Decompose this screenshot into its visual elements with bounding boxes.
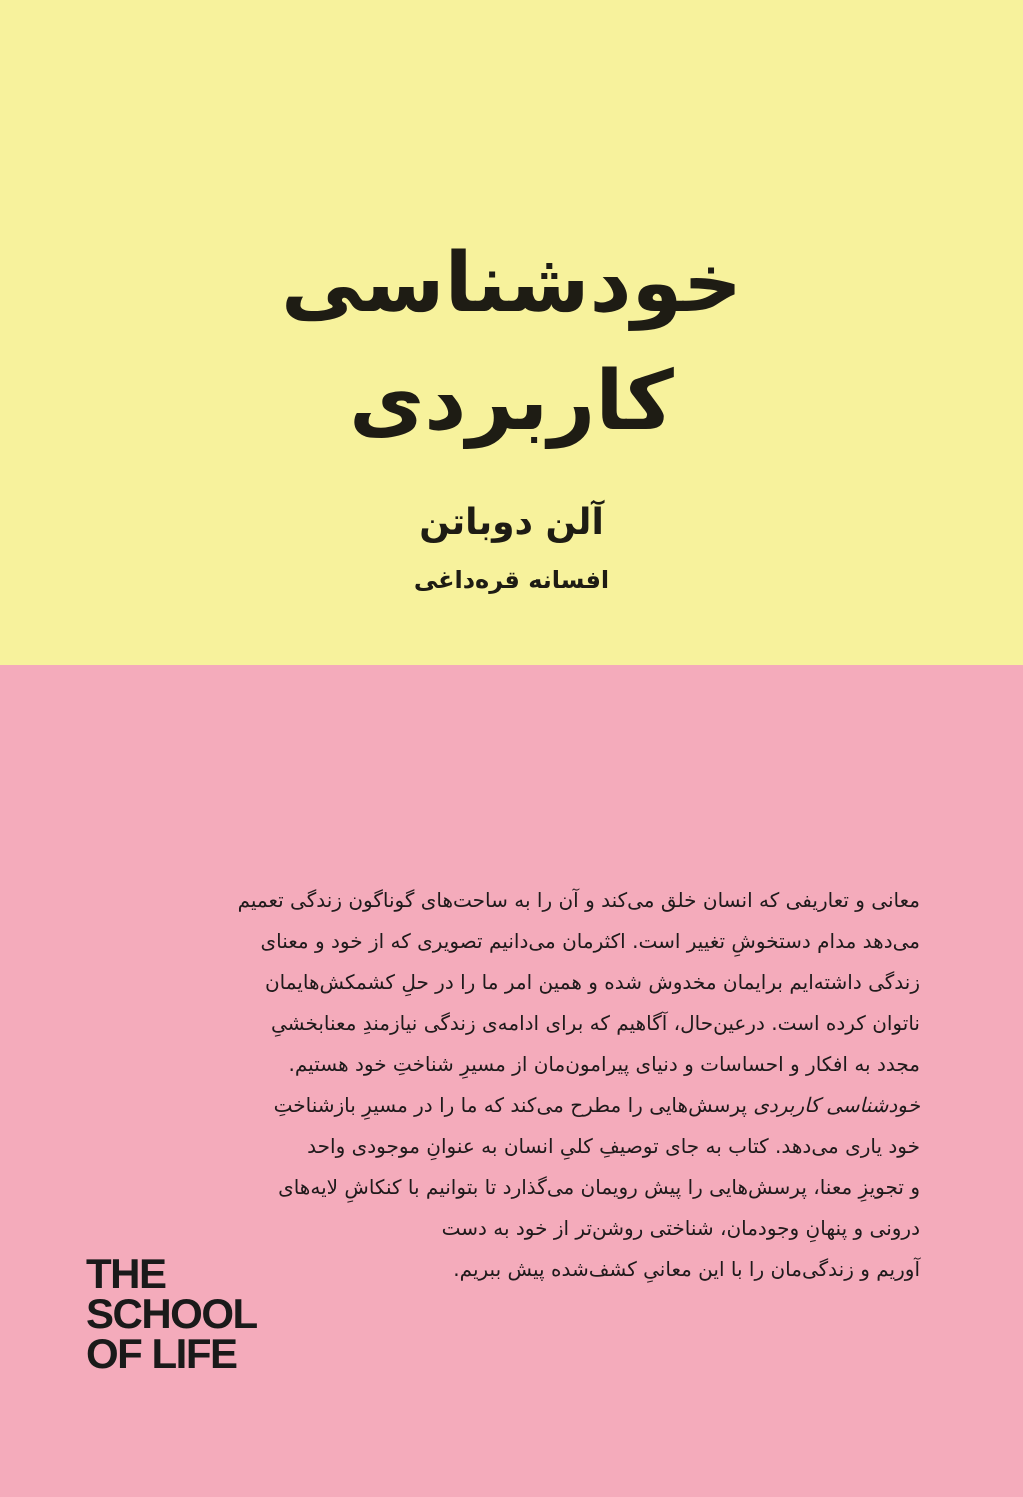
book-title-line-2: کاربردی xyxy=(349,354,674,449)
translator-name: افسانه قره‌داغی xyxy=(413,566,610,594)
blurb-line: درونی و پنهانِ وجودمان، شناختی روشن‌تر از خود به دست xyxy=(441,1216,920,1240)
blurb-line: و تجویزِ معنا، پرسش‌هایی را پیش رویمان می‌گذارد تا بتوانیم با کنکاشِ لایه‌های xyxy=(278,1175,920,1199)
blurb-line: آوریم و زندگی‌مان را با این معانیِ کشف‌شده پیش ببریم. xyxy=(453,1257,920,1281)
blurb-line-text: پرسش‌هایی را مطرح می‌کند که ما را در مسیرِ بازشناختِ xyxy=(273,1093,754,1117)
logo-line-1: THE xyxy=(86,1250,166,1297)
blurb-line: معانی و تعاریفی که انسان خلق می‌کند و آن را به ساحت‌های گوناگون زندگی تعمیم xyxy=(237,888,920,912)
blurb-line: می‌دهد مدام دستخوشِ تغییر است. اکثرمان می‌دانیم تصویری که از خود و معنای xyxy=(260,929,920,953)
blurb-line xyxy=(40,1085,920,1126)
blurb-line: زندگی داشته‌ایم برایمان مخدوش شده و همین امر ما را در حلِ کشمکش‌هایمان xyxy=(264,970,920,994)
blurb-line: خود یاری می‌دهد. کتاب به جای توصیفِ کلیِ انسان به عنوانِ موجودی واحد xyxy=(307,1134,920,1158)
blurb-line: مجدد به افکار و احساسات و دنیای پیرامون‌مان از مسیرِ شناختِ خود هستیم. xyxy=(288,1052,920,1076)
book-title-line-1: خودشناسی xyxy=(280,236,743,331)
blurb-line: ناتوان کرده است. درعین‌حال، آگاهیم که برای ادامه‌ی زندگی نیازمندِ معنابخشیِ xyxy=(270,1011,920,1035)
logo-line-3: OF LIFE xyxy=(86,1330,237,1377)
blurb-book-title-italic: خودشناسی کاربردی xyxy=(753,1093,920,1117)
author-name: آلن دوباتن xyxy=(419,502,604,543)
book-title xyxy=(150,225,873,461)
logo-line-2: SCHOOL xyxy=(86,1290,257,1337)
back-blurb xyxy=(40,880,920,1290)
school-of-life-logo xyxy=(86,1250,257,1377)
